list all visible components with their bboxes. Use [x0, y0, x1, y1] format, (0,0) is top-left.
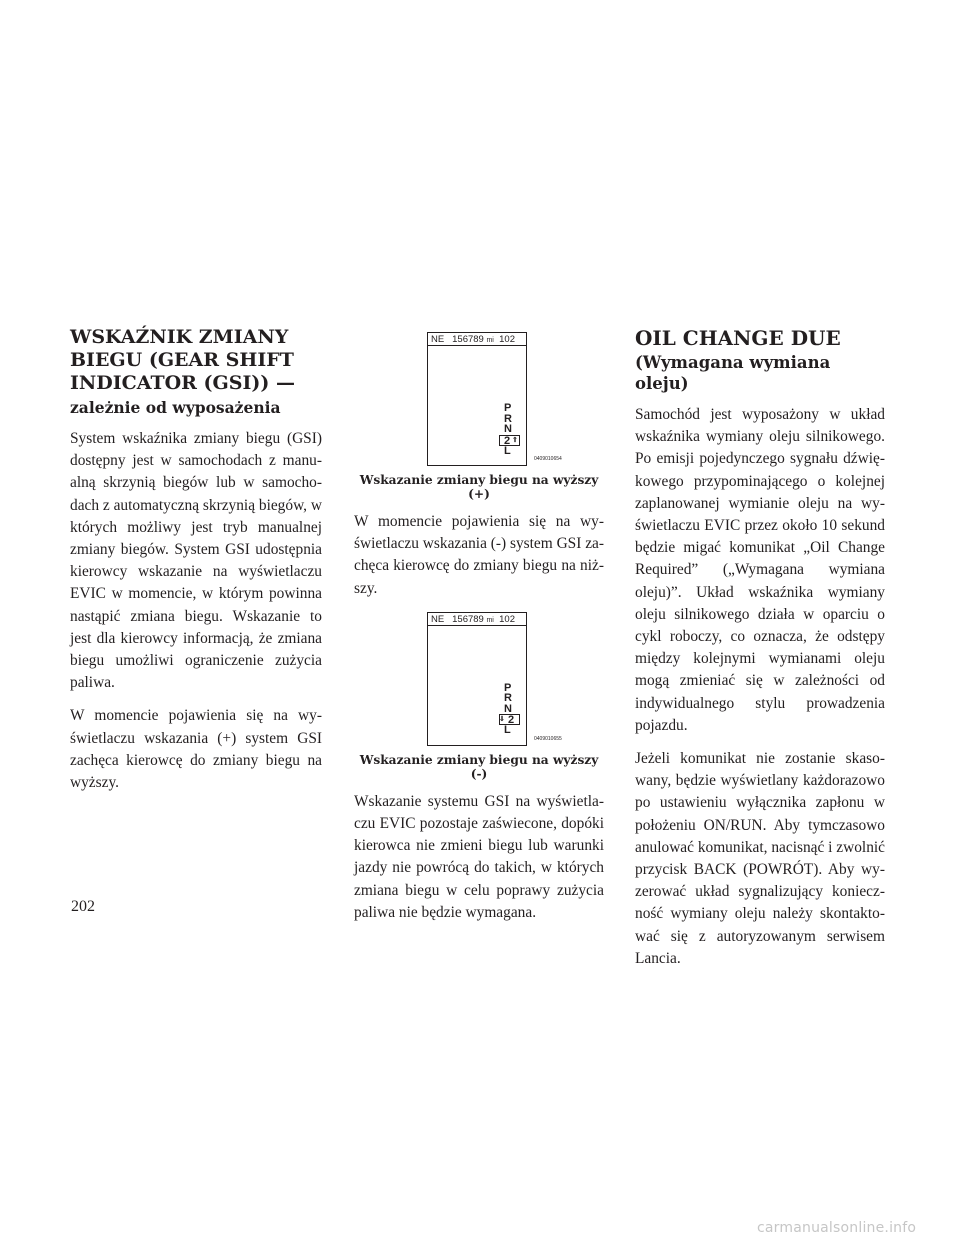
gsi-section-subtitle: zależnie od wyposażenia — [70, 398, 281, 417]
figure-caption: Wskazanie zmiany biegu na wyższy (+) — [359, 473, 599, 501]
gsi-section-title — [70, 326, 322, 395]
gear-list — [504, 403, 526, 456]
odometer-unit: mi — [486, 337, 494, 344]
left-column — [70, 326, 322, 805]
page-number: 202 — [71, 898, 95, 915]
oil-change-paragraph-1: Samochód jest wyposażony w układ wskaźnika wymiany oleju silnikowego. Po emisji pojedynczego sygnału dźwiękowego przypominającego o kolejnej zaplanowanej wymianie oleju na wyświetlaczu EVIC przez około 10 sekund będzie migać komunikat „Oil Change Required” („Wymagana wymiana oleju)”. Układ wskaźnika wymiany oleju silnikowego działa w oparciu o cykl roboczy, co oznacza, że odstępy między kolejnymi wymianami oleju mogą zmieniać się w zależności od indywidualnego stylu prowadzenia pojazdu. — [635, 406, 885, 734]
temperature-value: 102 — [499, 334, 515, 345]
figure-caption: Wskazanie zmiany biegu na wyższy (-) — [359, 752, 599, 781]
odometer-value: 156789 — [452, 613, 484, 625]
gear-r: R — [504, 692, 512, 705]
evic-display-screen — [427, 332, 527, 466]
odometer-unit: mi — [486, 616, 494, 624]
ne-label: NE — [431, 613, 445, 625]
gsi-upshift-figure — [354, 332, 604, 466]
evic-display-screen — [427, 612, 527, 746]
ne-label: NE — [431, 334, 445, 345]
oil-change-title: OIL CHANGE DUE — [635, 326, 841, 350]
odometer-value: 156789 — [452, 334, 484, 345]
gsi-paragraph-2: W momencie pojawienia się na wyświetlaczu wskazania (+) system GSI zachęca kierowcę do zmiany biegu na wyższy. — [70, 707, 322, 792]
figure-code: 0409010655 — [534, 735, 562, 742]
title-line: INDICATOR (GSI)) — — [70, 372, 295, 394]
temperature-value: 102 — [499, 613, 515, 625]
evic-top-bar — [428, 613, 526, 626]
gsi-downshift-paragraph: W momencie pojawienia się na wyświetlaczu wskazania (-) system GSI zachęca kierowcę do zmiany biegu na niższy. — [354, 513, 605, 597]
gsi-downshift-figure — [354, 612, 604, 746]
figure-code: 0409010654 — [534, 456, 562, 462]
gear-l: L — [504, 444, 511, 457]
title-line: BIEGU (GEAR SHIFT — [70, 349, 294, 371]
oil-change-subtitle: (Wymagana wymiana oleju) — [635, 353, 831, 393]
gear-r: R — [504, 412, 512, 425]
title-line: WSKAŹNIK ZMIANY — [70, 326, 289, 348]
gsi-paragraph-1: System wskaźnika zmiany biegu (GSI) dostępny jest w samochodach z manualną skrzynią biegów lub w samochodach z automatyczną skrzynią biegów, w których możliwy jest tryb manualnej zmiany biegów. System GSI udostępnia kierowcy wskazanie na wyświetlaczu EVIC w momencie, w którym powinna nastąpić zmiana biegu. Wskazanie to jest dla kierowcy informacją, że zmiana biegu umożliwi ograniczenie zużycia paliwa. — [70, 430, 322, 692]
middle-column — [354, 326, 604, 935]
right-column — [635, 326, 885, 981]
gear-n: N — [504, 423, 512, 435]
gear-l: L — [504, 724, 511, 737]
upshift-arrow-icon: ⇑ — [512, 436, 518, 444]
gear-p: P — [504, 681, 512, 694]
oil-change-paragraph-2: Jeżeli komunikat nie zostanie skasowany, będzie wyświetlany każdorazowo po ustawieniu wyłącznika zapłonu w położeniu ON/RUN. Aby tymczasowo anulować komunikat, nacisnąć i zwolnić przycisk BACK (POWRÓT). Aby wyzerować układ sygnalizujący konieczność wymiany oleju należy skontaktować się z autoryzowanym serwisem Lancia. — [635, 750, 886, 967]
downshift-arrow-icon: ⇓ — [499, 716, 505, 724]
evic-top-bar — [428, 333, 526, 346]
gear-n: N — [504, 702, 512, 715]
watermark: carmanualsonline.info — [757, 1220, 917, 1236]
gear-2: 2 — [504, 434, 511, 447]
gear-p: P — [504, 402, 512, 414]
gear-list — [499, 681, 526, 737]
gear-2: 2 — [508, 714, 515, 727]
gear-selected — [499, 435, 520, 446]
gsi-duration-paragraph: Wskazanie systemu GSI na wyświetlaczu EVIC pozostaje zaświecone, dopóki kierowca nie zmieni biegu lub warunki jazdy nie powrócą do takich, w których zmiana biegu w celu poprawy zużycia paliwa nie będzie wymagana. — [354, 792, 604, 921]
